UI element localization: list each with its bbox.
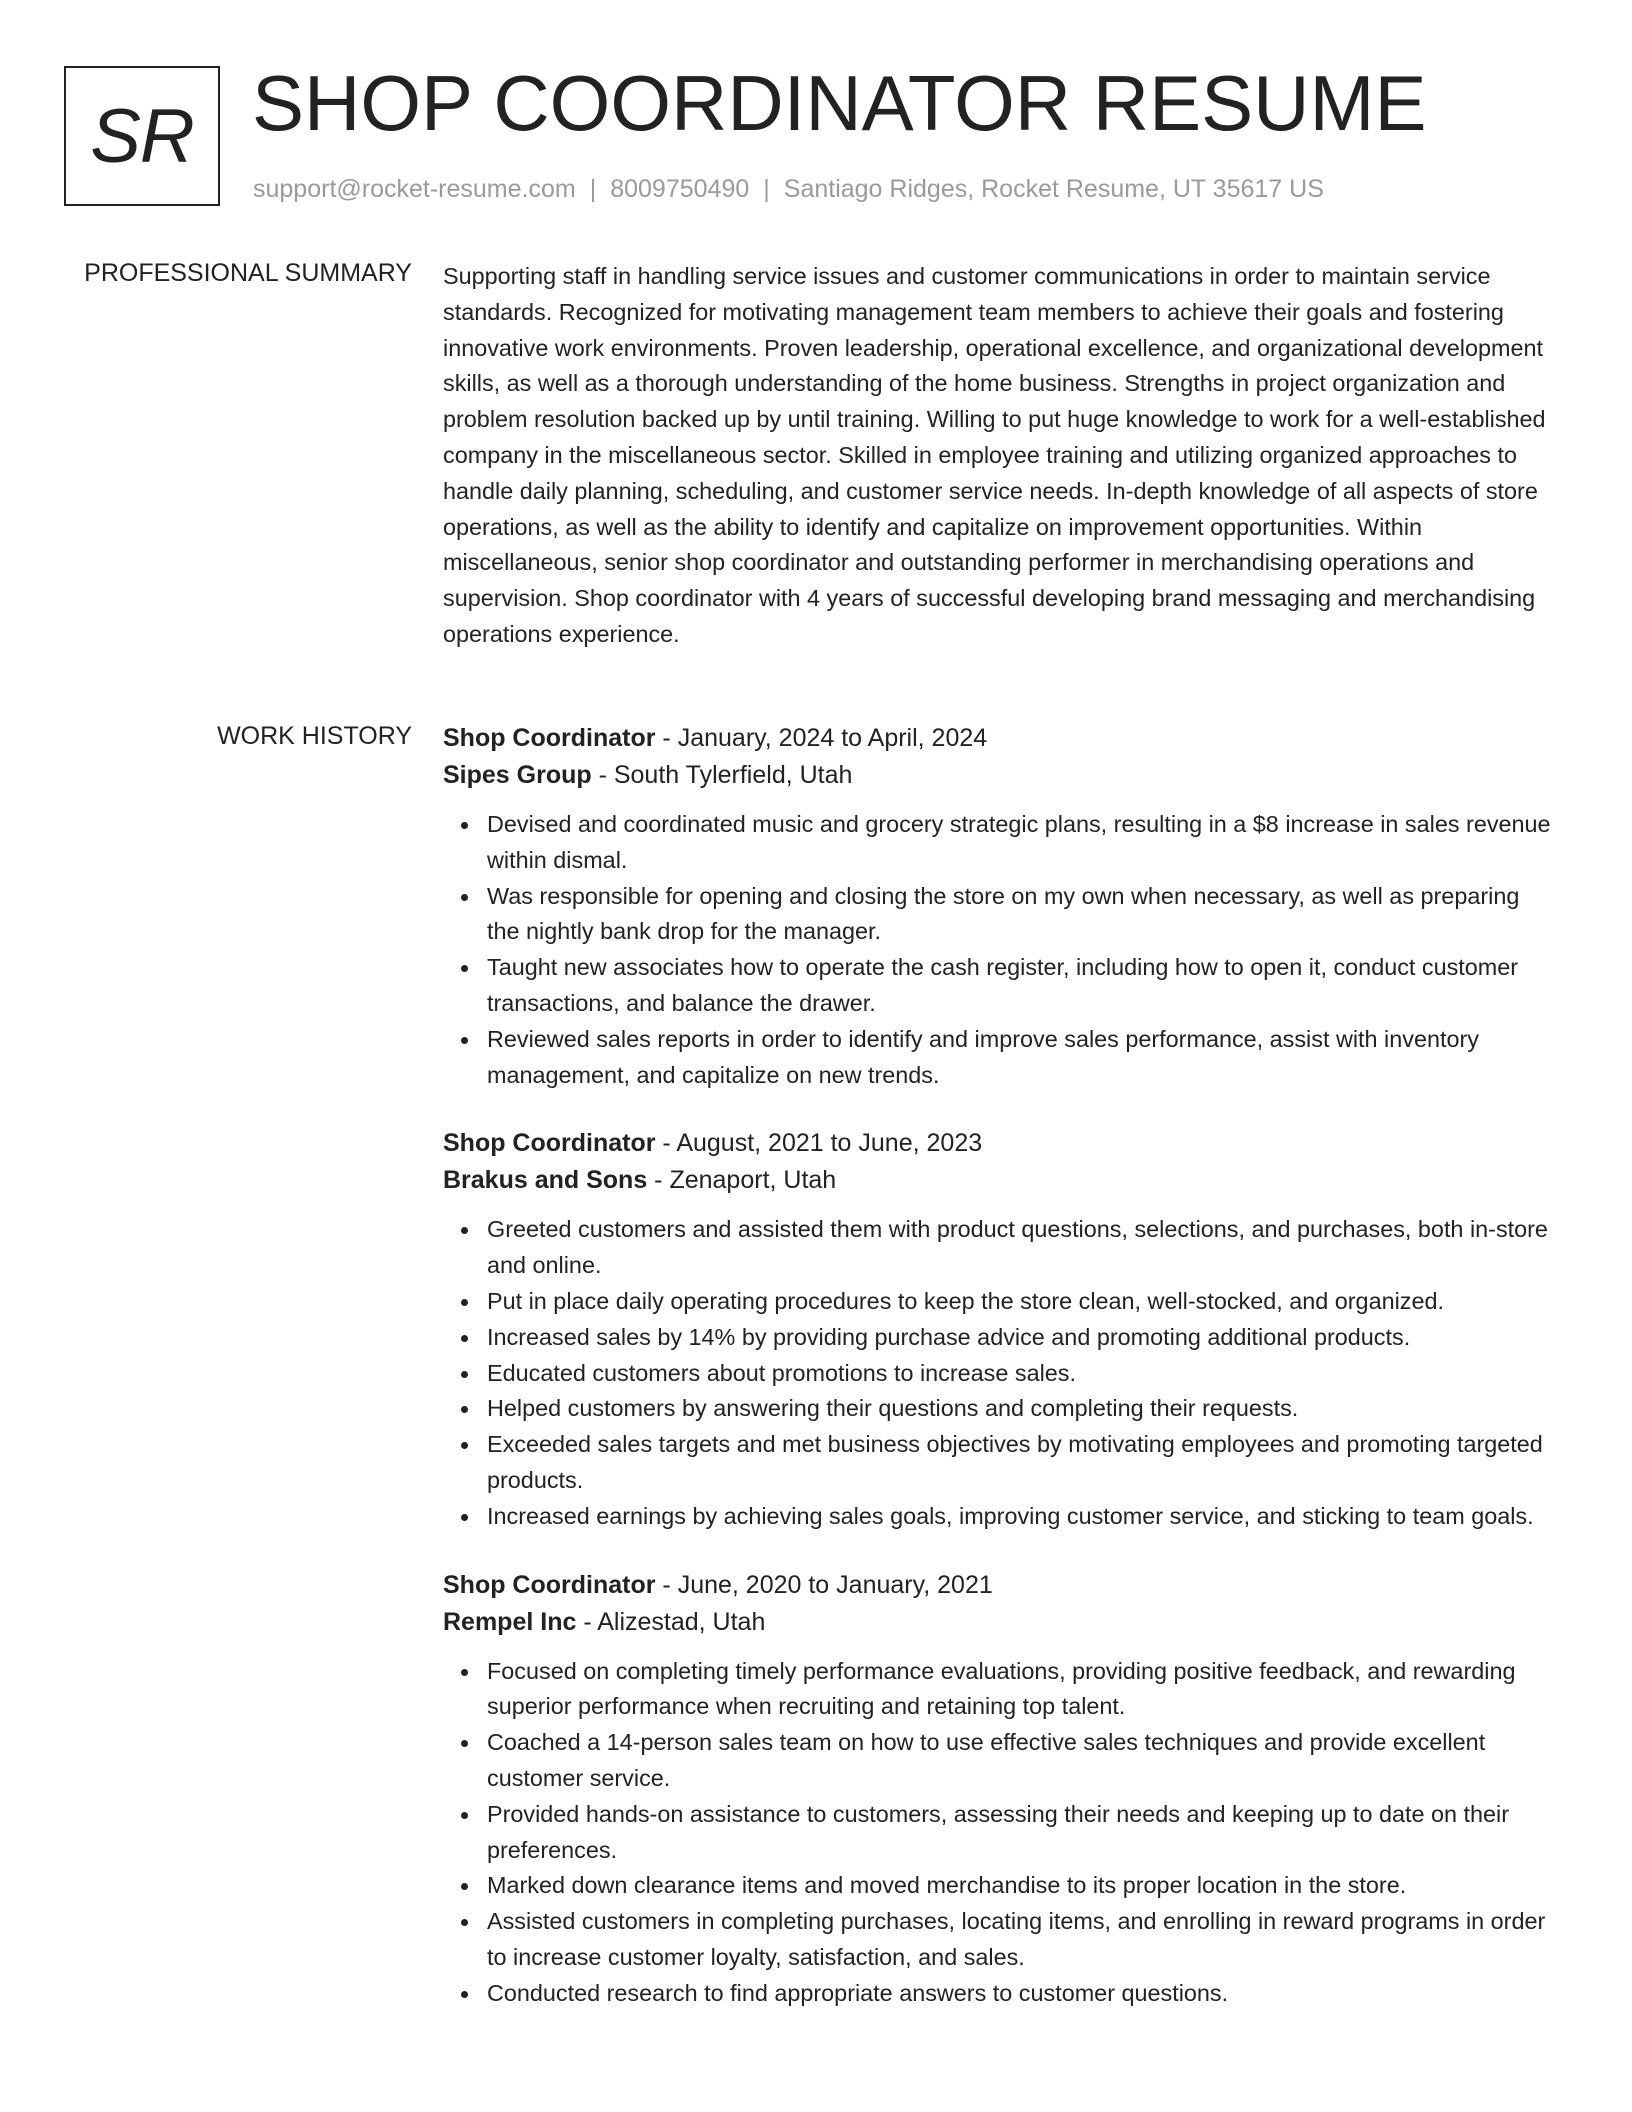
- job-bullets: [443, 1212, 1551, 1534]
- job-bullet-item: Increased sales by 14% by providing purchase advice and promoting additional products.: [487, 1320, 1551, 1356]
- job-bullets: [443, 807, 1551, 1093]
- summary-heading: PROFESSIONAL SUMMARY: [84, 259, 412, 287]
- job-dates: - August, 2021 to June, 2023: [655, 1129, 983, 1158]
- job-location: - South Tylerfield, Utah: [591, 761, 853, 789]
- job-bullet-item: Exceeded sales targets and met business objectives by motivating employees and promoting targeted products.: [487, 1427, 1551, 1499]
- job-bullet-item: Focused on completing timely performance evaluations, providing positive feedback, and rewarding superior performance when recruiting and retaining top talent.: [487, 1654, 1551, 1726]
- job-bullet-item: Provided hands-on assistance to customers, assessing their needs and keeping up to date on their preferences.: [487, 1797, 1551, 1869]
- job-company: Sipes Group: [443, 761, 592, 789]
- job-bullet-item: Devised and coordinated music and grocery strategic plans, resulting in a $8 increase in sales revenue within dismal.: [487, 807, 1551, 879]
- job-location: - Zenaport, Utah: [647, 1166, 837, 1195]
- job-bullet-item: Increased earnings by achieving sales goals, improving customer service, and sticking to team goals.: [487, 1499, 1551, 1535]
- job-title: Shop Coordinator: [443, 724, 656, 752]
- job-title-line: [443, 1125, 1551, 1162]
- contact-separator: |: [763, 175, 770, 203]
- job-location: - Alizestad, Utah: [576, 1607, 766, 1636]
- contact-line: [253, 174, 1324, 204]
- job-bullet-item: Greeted customers and assisted them with product questions, selections, and purchases, both in-store and online.: [487, 1212, 1551, 1284]
- job-bullet-item: Put in place daily operating procedures to keep the store clean, well-stocked, and organized.: [487, 1284, 1551, 1320]
- job-dates: - January, 2024 to April, 2024: [655, 724, 988, 752]
- job-bullet-item: Helped customers by answering their questions and completing their requests.: [487, 1391, 1551, 1427]
- contact-address: Santiago Ridges, Rocket Resume, UT 35617 US: [783, 175, 1324, 203]
- job-dates: - June, 2020 to January, 2021: [655, 1570, 993, 1599]
- contact-email[interactable]: support@rocket-resume.com: [253, 175, 576, 203]
- summary-body: [443, 259, 1551, 653]
- job-bullet-item: Coached a 14-person sales team on how to use effective sales techniques and provide excellent customer service.: [487, 1725, 1551, 1797]
- job-bullet-item: Was responsible for opening and closing the store on my own when necessary, as well as preparing the nightly bank drop for the manager.: [487, 879, 1551, 951]
- contact-separator: |: [589, 175, 597, 203]
- job-title: Shop Coordinator: [443, 1129, 656, 1158]
- work-history-body: [443, 720, 1551, 2044]
- job-bullet-item: Conducted research to find appropriate answers to customer questions.: [487, 1976, 1551, 2012]
- job-bullet-item: Assisted customers in completing purchases, locating items, and enrolling in reward programs in order to increase customer loyalty, satisfaction, and sales.: [487, 1904, 1551, 1976]
- job-company-line: [443, 1162, 1551, 1199]
- job-entry: [443, 1125, 1551, 1534]
- job-title-line: [443, 720, 1551, 757]
- contact-phone[interactable]: 8009750490: [610, 175, 750, 203]
- work-history-heading: WORK HISTORY: [217, 722, 412, 750]
- job-entry: [443, 720, 1551, 1093]
- job-company-line: [443, 1604, 1551, 1641]
- job-bullet-item: Taught new associates how to operate the cash register, including how to open it, conduct customer transactions, and balance the drawer.: [487, 950, 1551, 1022]
- job-company: Rempel Inc: [443, 1607, 577, 1636]
- job-bullet-item: Reviewed sales reports in order to identify and improve sales performance, assist with inventory management, and capitalize on new trends.: [487, 1022, 1551, 1094]
- monogram-logo: SR: [64, 66, 220, 206]
- job-title-line: [443, 1567, 1551, 1604]
- summary-text: Supporting staff in handling service issues and customer communications in order to maintain service standards. Recognized for motivating management team members to achieve their goals and fostering innovative work environments. Proven leadership, operational excellence, and organizational development skills, as well as a thorough understanding of the home business. Strengths in project organization and problem resolution backed up by until training. Willing to put huge knowledge to work for a well-established company in the miscellaneous sector. Skilled in employee training and utilizing organized approaches to handle daily planning, scheduling, and customer service needs. In-depth knowledge of all aspects of store operations, as well as the ability to identify and capitalize on improvement opportunities. Within miscellaneous, senior shop coordinator and outstanding performer in merchandising operations and supervision. Shop coordinator with 4 years of successful developing brand messaging and merchandising operations experience.: [443, 263, 1546, 647]
- job-title: Shop Coordinator: [443, 1570, 656, 1599]
- job-bullets: [443, 1654, 1551, 2012]
- job-entry: [443, 1567, 1551, 2012]
- job-company: Brakus and Sons: [443, 1166, 648, 1195]
- job-bullet-item: Marked down clearance items and moved merchandise to its proper location in the store.: [487, 1868, 1551, 1904]
- job-bullet-item: Educated customers about promotions to increase sales.: [487, 1356, 1551, 1392]
- page-title: SHOP COORDINATOR RESUME: [252, 59, 1427, 147]
- job-company-line: [443, 757, 1551, 794]
